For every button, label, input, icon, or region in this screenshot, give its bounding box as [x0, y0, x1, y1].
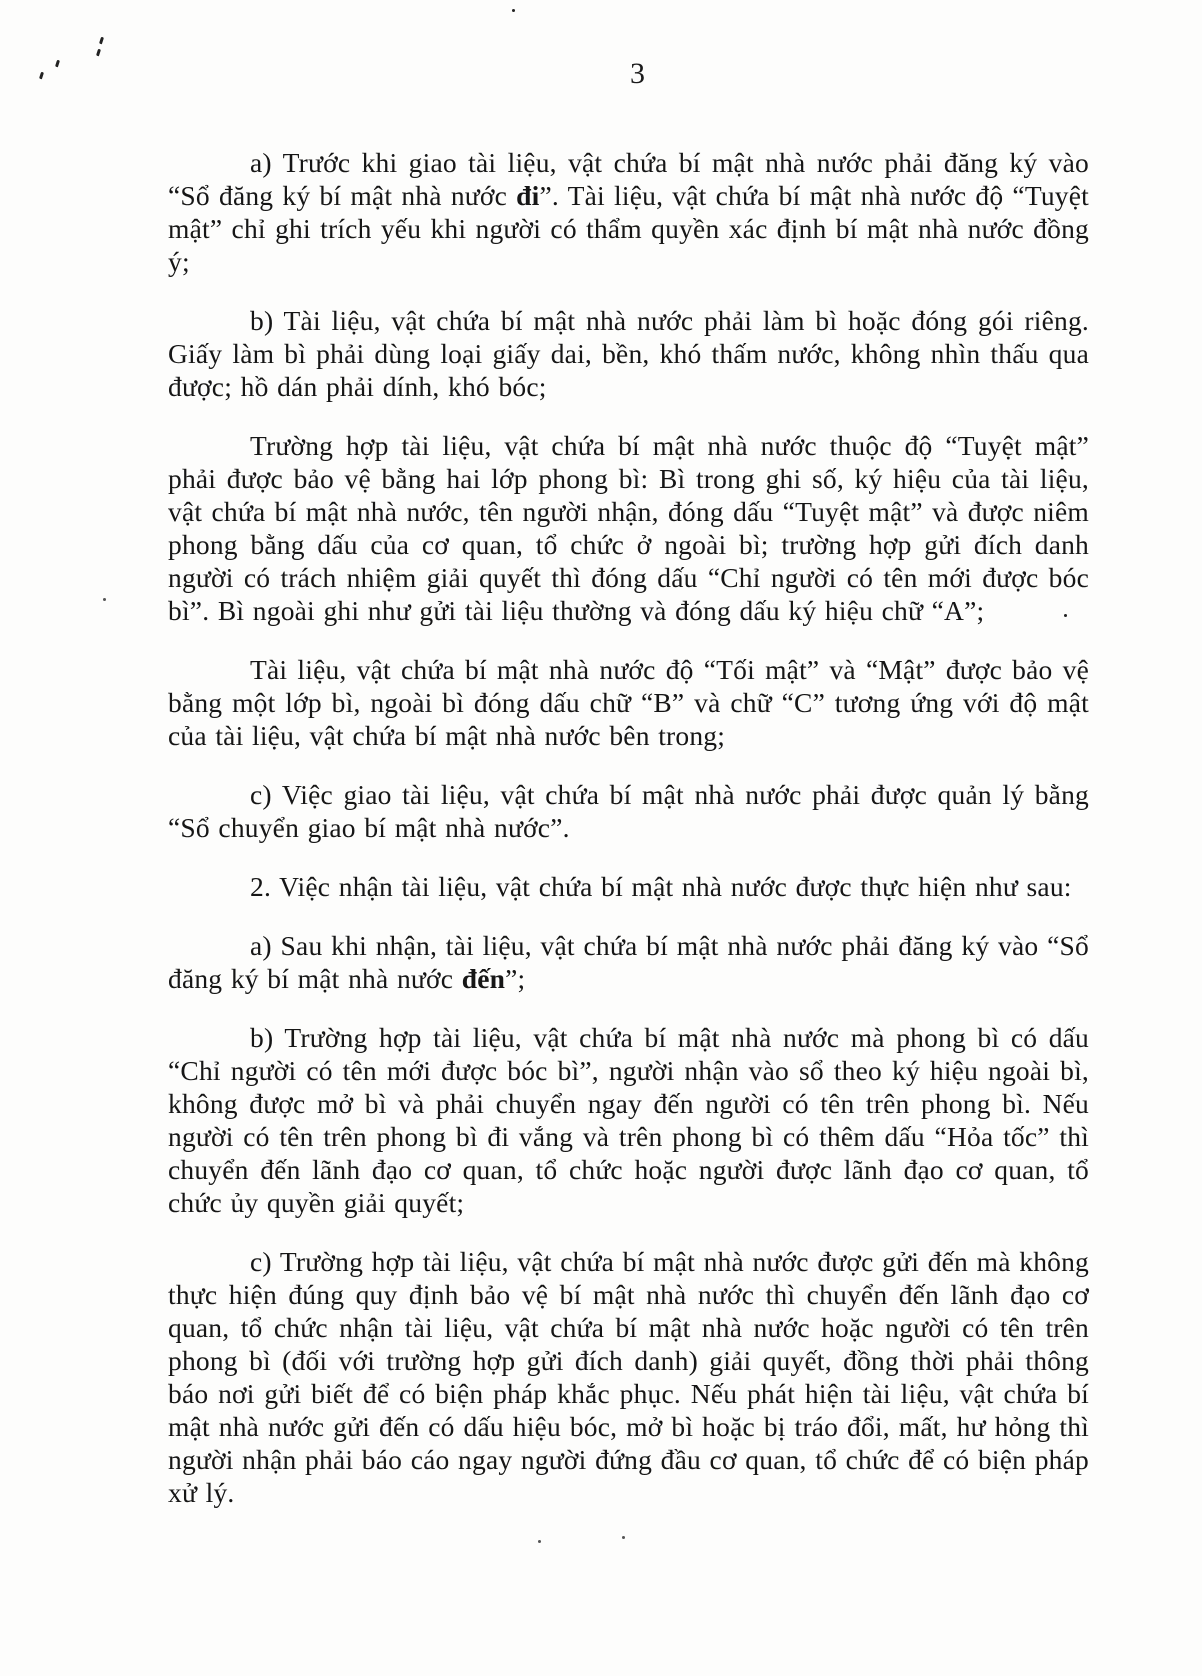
scan-speck — [512, 9, 515, 12]
paragraph — [168, 1021, 1089, 1219]
scan-speck — [538, 1540, 541, 1543]
text: ”; — [505, 963, 526, 994]
text: 2. Việc nhận tài liệu, vật chứa bí mật nhà nước được thực hiện như sau: — [250, 871, 1072, 902]
bold-text: đến — [461, 963, 506, 994]
paragraph — [168, 870, 1089, 903]
scan-speck — [103, 598, 106, 601]
paragraph — [168, 146, 1089, 278]
text: Tài liệu, vật chứa bí mật nhà nước độ “Tối mật” và “Mật” được bảo vệ bằng một lớp bì, ngoài bì đóng dấu chữ “B” và chữ “C” tương ứng với độ mật của tài liệu, vật chứa bí mật nhà nước bên trong; — [168, 654, 1089, 751]
scan-speck — [55, 60, 60, 68]
text: c) Việc giao tài liệu, vật chứa bí mật nhà nước phải được quản lý bằng “Sổ chuyển giao bí mật nhà nước”. — [168, 779, 1089, 843]
text: a) Sau khi nhận, tài liệu, vật chứa bí mật nhà nước phải đăng ký vào “Sổ đăng ký bí mật nhà nước — [168, 930, 1089, 994]
document-body — [168, 146, 1089, 1535]
paragraph — [168, 304, 1089, 403]
page-number: 3 — [630, 57, 645, 90]
text: c) Trường hợp tài liệu, vật chứa bí mật nhà nước được gửi đến mà không thực hiện đúng quy định bảo vệ bí mật nhà nước thì chuyển đến lãnh đạo cơ quan, tổ chức nhận tài liệu, vật chứa bí mật nhà nước hoặc người có tên trên phong bì (đối với trường hợp gửi đích danh) giải quyết, đồng thời phải thông báo nơi gửi biết để có biện pháp khắc phục. Nếu phát hiện tài liệu, vật chứa bí mật nhà nước gửi đến có dấu hiệu bóc, mở bì hoặc bị tráo đổi, mất, hư hỏng thì người nhận phải báo cáo ngay người đứng đầu cơ quan, tổ chức để có biện pháp xử lý. — [168, 1246, 1089, 1508]
paragraph — [168, 653, 1089, 752]
bold-text: đi — [516, 180, 540, 211]
text: ”. Tài liệu, vật chứa bí mật nhà nước độ “Tuyệt mật” chỉ ghi trích yếu khi người có thẩm quyền xác định bí mật nhà nước đồng ý; — [168, 180, 1089, 277]
scan-speck — [39, 72, 44, 80]
scan-speck — [99, 37, 104, 45]
text: b) Tài liệu, vật chứa bí mật nhà nước phải làm bì hoặc đóng gói riêng. Giấy làm bì phải dùng loại giấy dai, bền, khó thấm nước, không nhìn thấu qua được; hồ dán phải dính, khó bóc; — [168, 305, 1089, 402]
paragraph — [168, 1245, 1089, 1509]
text: b) Trường hợp tài liệu, vật chứa bí mật nhà nước mà phong bì có dấu “Chỉ người có tên mới được bóc bì”, người nhận vào sổ theo ký hiệu ngoài bì, không được mở bì và phải chuyển ngay đến người có tên trên phong bì. Nếu người có tên trên phong bì đi vắng và trên phong bì có thêm dấu “Hỏa tốc” thì chuyển đến lãnh đạo cơ quan, tổ chức hoặc người được lãnh đạo cơ quan, tổ chức ủy quyền giải quyết; — [168, 1022, 1089, 1218]
paragraph — [168, 929, 1089, 995]
text: Trường hợp tài liệu, vật chứa bí mật nhà nước thuộc độ “Tuyệt mật” phải được bảo vệ bằng hai lớp phong bì: Bì trong ghi số, ký hiệu của tài liệu, vật chứa bí mật nhà nước, tên người nhận, đóng dấu “Tuyệt mật” và được niêm phong bằng dấu của cơ quan, tổ chức ở ngoài bì; trường hợp gửi đích danh người có trách nhiệm giải quyết thì đóng dấu “Chỉ người có tên mới được bóc bì”. Bì ngoài ghi như gửi tài liệu thường và đóng dấu ký hiệu chữ “A”; — [168, 430, 1089, 626]
paragraph — [168, 429, 1089, 627]
text: a) Trước khi giao tài liệu, vật chứa bí mật nhà nước phải đăng ký vào “Sổ đăng ký bí mật nhà nước — [168, 147, 1089, 211]
paragraph — [168, 778, 1089, 844]
scan-speck — [96, 49, 101, 57]
scan-speck — [622, 1536, 625, 1539]
